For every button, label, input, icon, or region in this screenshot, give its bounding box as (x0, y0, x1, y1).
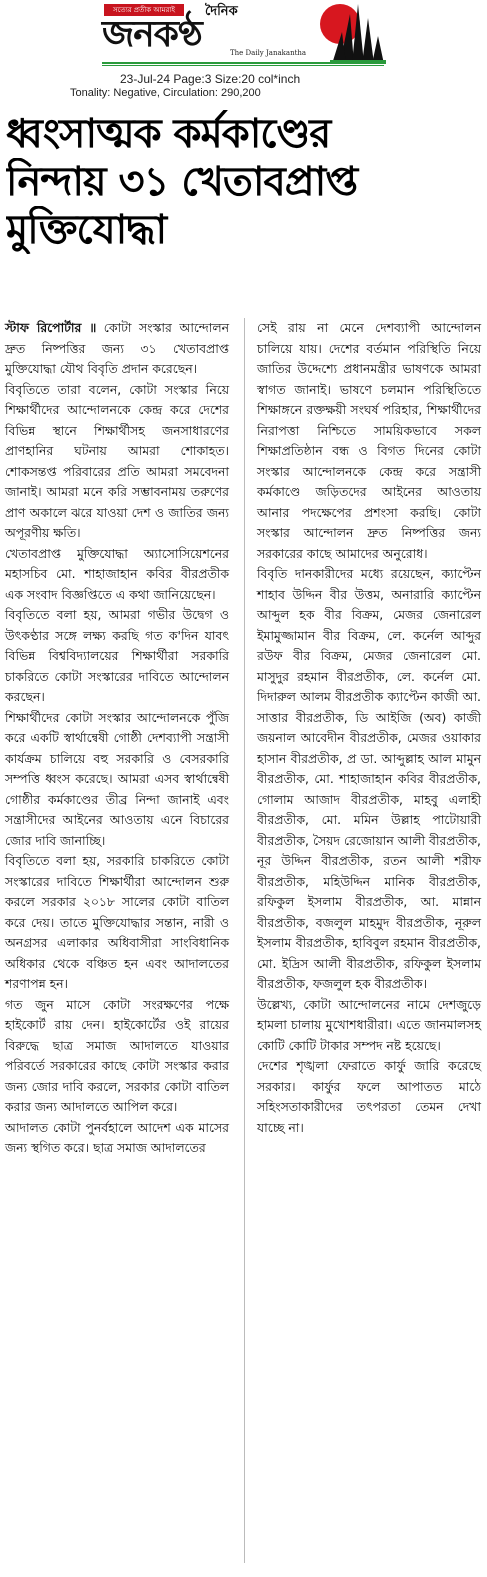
article-column-left (5, 318, 229, 1159)
newspaper-masthead (0, 0, 487, 70)
masthead-rule-thin (102, 65, 384, 66)
clipping-tonality-circulation: Tonality: Negative, Circulation: 290,200 (70, 87, 261, 99)
masthead-tagline: সত্যের প্রতীক আমরাই (104, 4, 184, 16)
article-paragraph: বিবৃতিতে বলা হয়, আমরা গভীর উদ্বেগ ও উৎকণ্ঠার সঙ্গে লক্ষ্য করছি গত ক'দিন যাবৎ বিভিন্ন বিশ্ববিদ্যালয়ের শিক্ষার্থীরা সরকারি চাকরিতে কোটা সংস্কারের দাবিতে আন্দোলন করছেন। (5, 607, 229, 704)
article-paragraph: শিক্ষার্থীদের কোটা সংস্কার আন্দোলনকে পুঁজি করে একটি স্বার্থান্বেষী গোষ্ঠী দেশব্যাপী সন্ত্রাসী কার্যক্রম চালিয়ে বহু সরকারি ও বেসরকারি সম্পত্তি ধ্বংস করেছে। আমরা এসব স্বার্থান্বেষী গোষ্ঠীর কর্মকাণ্ডের তীব্র নিন্দা জানাই এবং সন্ত্রাসীদের আইনের আওতায় এনে বিচারের জোর দাবি জানাচ্ছি। (5, 709, 229, 848)
masthead-dainik: দৈনিক (205, 4, 238, 19)
column-divider (244, 318, 245, 1563)
article-paragraph: উল্লেখ্য, কোটা আন্দোলনের নামে দেশজুড়ে হামলা চালায় মুখোশধারীরা। এতে জানমালসহ কোটি কোটি টাকার সম্পদ নষ্ট হয়েছে। (257, 996, 481, 1053)
masthead-rule (102, 62, 384, 64)
article-paragraph: বিবৃতিতে বলা হয়, সরকারি চাকরিতে কোটা সংস্কারের দাবিতে শিক্ষার্থীরা আন্দোলন শুরু করলে সরকার ২০১৮ সালের কোটা বাতিল করে দেয়। তাতে মুক্তিযোদ্ধার সন্তান, নারী ও অনগ্রসর এলাকার অধিবাসীরা সাংবিধানিক অধিকার থেকে বঞ্চিত হন এবং আদালতের শরণাপন্ন হন। (5, 853, 229, 991)
article-paragraph: খেতাবপ্রাপ্ত মুক্তিযোদ্ধা অ্যাসোসিয়েশনের মহাসচিব মো. শাহাজাহান কবির বীরপ্রতীক এক সংবাদ বিজ্ঞপ্তিতে এ কথা জানিয়েছেন। (5, 545, 229, 602)
article-paragraph: দেশের শৃঙ্খলা ফেরাতে কার্ফু জারি করেছে সরকার। কার্ফুর ফলে আপাতত মাঠে সহিংসতাকারীদের তৎপরতা তেমন দেখা যাচ্ছে না। (257, 1058, 481, 1135)
headline-line-1: ধ্বংসাত্মক কর্মকাণ্ডের (6, 111, 331, 157)
byline: স্টাফ রিপোর্টার ॥ (5, 320, 97, 335)
article-paragraph: বিবৃতি দানকারীদের মধ্যে রয়েছেন, ক্যাপ্টেন শাহাব উদ্দিন বীর উত্তম, অনারারি ক্যাপ্টেন আব্দুল হক বীর বিক্রম, মেজর জেনারেল ইমামুজ্জামান বীর বিক্রম, লে. কর্নেল আব্দুর রউফ বীর বিক্রম, মেজর জেনারেল মো. মাসুদুর রহমান বীরপ্রতীক, লে. কর্নেল মো. দিদারুল আলম বীরপ্রতীক ক্যাপ্টেন কাজী আ. সাত্তার বীরপ্রতীক, ডি আইজি (অব) কাজী জয়নাল আবেদীন বীরপ্রতীক, মেজর ওয়াকার হাসান বীরপ্রতীক, প্র ডা. আব্দুল্লাহ আল মামুন বীরপ্রতীক, মো. শাহাজাহান কবির বীরপ্রতীক, গোলাম আজাদ বীরপ্রতীক, মাহবু এলাহী বীরপ্রতীক, মো. মমিন উল্লাহ পাটোয়ারী বীরপ্রতীক, সৈয়দ রেজোয়ান আলী বীরপ্রতীক, নূর উদ্দিন বীরপ্রতীক, রতন আলী শরীফ বীরপ্রতীক, মহিউদ্দিন মানিক বীরপ্রতীক, রফিকুল ইসলাম বীরপ্রতীক, আ. মান্নান বীরপ্রতীক, বজলুল মাহমুদ বীরপ্রতীক, নূরুল ইসলাম বীরপ্রতীক, হাবিবুল রহমান বীরপ্রতীক, মো. ইদ্রিস আলী বীরপ্রতীক, রফিকুল ইসলাম বীরপ্রতীক, ফজলুল হক বীরপ্রতীক। (257, 566, 481, 991)
masthead-title: জনকণ্ঠ (102, 13, 202, 55)
clipping-date-page-size: 23-Jul-24 Page:3 Size:20 col*inch (120, 72, 301, 86)
article-paragraph: গত জুন মাসে কোটা সংরক্ষণের পক্ষে হাইকোর্ট রায় দেন। হাইকোর্টের ওই রায়ের বিরুদ্ধে ছাত্র সমাজ আদালতে যাওয়ার পরিবর্তে সরকারের কাছে কোটা সংস্কার করার জন্য জোর দাবি করলে, সরকার কোটা বাতিল করার জন্য আদালতে আপিল করে। (5, 996, 229, 1114)
article-paragraph: স্টাফ রিপোর্টার ॥ কোটা সংস্কার আন্দোলন দ্রুত নিষ্পত্তির জন্য ৩১ খেতাবপ্রাপ্ত মুক্তিযোদ্ধা যৌথ বিবৃতি প্রদান করেছেন। (5, 320, 229, 376)
headline-line-3: মুক্তিযোদ্ধা (6, 207, 167, 253)
article-paragraph: বিবৃতিতে তারা বলেন, কোটা সংস্কার নিয়ে শিক্ষার্থীদের আন্দোলনকে কেন্দ্র করে দেশের বিভিন্ন স্থানে শিক্ষার্থীসহ জনসাধারণের প্রাণহানির ঘটনায় আমরা শোকাহত। শোকসন্তপ্ত পরিবারের প্রতি আমরা সমবেদনা জানাই। আমরা মনে করি সম্ভাবনাময় তরুণের প্রাণ অকালে ঝরে যাওয়া দেশ ও জাতির জন্য অপূরণীয় ক্ষতি। (5, 381, 229, 540)
masthead-english-name: The Daily Janakantha (230, 49, 307, 57)
article-column-right (257, 318, 481, 1138)
clipping-metadata (70, 72, 470, 100)
article-paragraph: সেই রায় না মেনে দেশব্যাপী আন্দোলন চালিয়ে যায়। দেশের বর্তমান পরিস্থিতি নিয়ে জাতির উদ্দেশ্যে প্রধানমন্ত্রীর ভাষণকে আমরা স্বাগত জানাই। ভাষণে চলমান পরিস্থিতিতে শিক্ষাঙ্গনে রক্তক্ষয়ী সংঘর্ষ পরিহার, শিক্ষার্থীদের নিরাপত্তা নিশ্চিতে সাময়িকভাবে সকল শিক্ষাপ্রতিষ্ঠান বন্ধ ও বিগত দিনের কোটা সংস্কার আন্দোলনকে কেন্দ্র করে সন্ত্রাসী কর্মকাণ্ডে জড়িতদের আইনের আওতায় আনার পদক্ষেপের প্রশংসা করছি। কোটা সংস্কার আন্দোলন দ্রুত নিষ্পত্তির জন্য সরকারের কাছে আমাদের অনুরোধ। (257, 320, 481, 561)
headline-line-2: নিন্দায় ৩১ খেতাবপ্রাপ্ত (6, 159, 358, 205)
monument-icon (330, 2, 386, 64)
article-headline (6, 110, 484, 254)
article-paragraph: আদালত কোটা পুনর্বহালে আদেশ এক মাসের জন্য স্থগিত করে। ছাত্র সমাজ আদালতের (5, 1119, 229, 1155)
